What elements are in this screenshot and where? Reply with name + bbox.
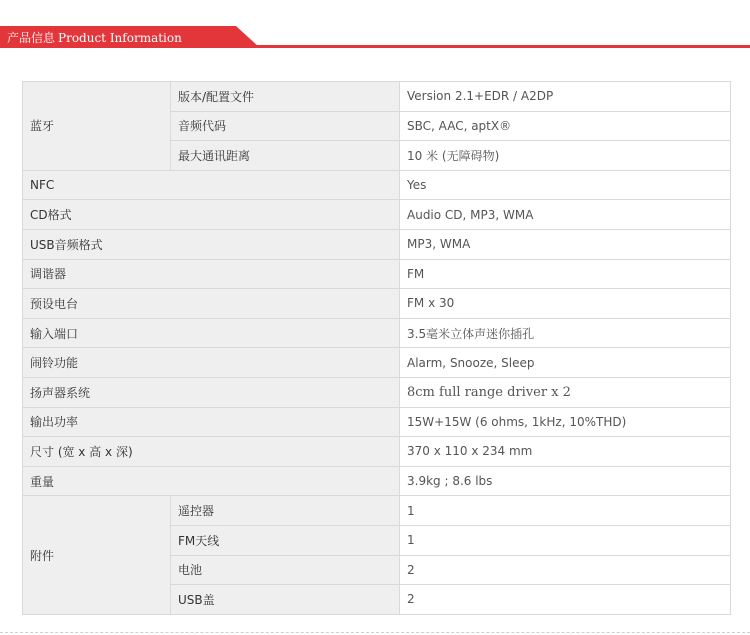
spec-key: 输入端口: [23, 318, 400, 348]
bottom-dashed-divider: [0, 632, 750, 633]
spec-key: 调谐器: [23, 259, 400, 289]
group-label-bluetooth: 蓝牙: [23, 82, 171, 171]
spec-value: 8cm full range driver x 2: [400, 377, 731, 407]
spec-key: 输出功率: [23, 407, 400, 437]
spec-key: 扬声器系统: [23, 377, 400, 407]
spec-value: 370 x 110 x 234 mm: [400, 437, 731, 467]
spec-value: 2: [400, 555, 731, 585]
spec-key: CD格式: [23, 200, 400, 230]
table-row: [23, 170, 731, 200]
table-row: [23, 82, 731, 112]
spec-value: 1: [400, 525, 731, 555]
spec-table: [22, 81, 731, 615]
table-row: [23, 496, 731, 526]
spec-value: Alarm, Snooze, Sleep: [400, 348, 731, 378]
spec-value: Audio CD, MP3, WMA: [400, 200, 731, 230]
spec-value: Version 2.1+EDR / A2DP: [400, 82, 731, 112]
spec-value: FM: [400, 259, 731, 289]
spec-key: 闹铃功能: [23, 348, 400, 378]
spec-key: USB音频格式: [23, 229, 400, 259]
spec-key: 重量: [23, 466, 400, 496]
spec-value: FM x 30: [400, 289, 731, 319]
spec-value: 10 米 (无障碍物): [400, 141, 731, 171]
spec-value: 3.9kg ; 8.6 lbs: [400, 466, 731, 496]
table-row: [23, 229, 731, 259]
spec-key: 音频代码: [171, 111, 400, 141]
table-row: [23, 348, 731, 378]
table-row: [23, 259, 731, 289]
spec-key: 预设电台: [23, 289, 400, 319]
spec-key: 最大通讯距离: [171, 141, 400, 171]
table-row: [23, 466, 731, 496]
spec-value: 1: [400, 496, 731, 526]
spec-key: 电池: [171, 555, 400, 585]
section-title-en: Product Information: [58, 31, 182, 45]
spec-value: 3.5毫米立体声迷你插孔: [400, 318, 731, 348]
spec-value: MP3, WMA: [400, 229, 731, 259]
spec-key: 版本/配置文件: [171, 82, 400, 112]
group-label-accessories: 附件: [23, 496, 171, 614]
spec-value: SBC, AAC, aptX®: [400, 111, 731, 141]
section-title: [7, 29, 182, 47]
table-row: [23, 437, 731, 467]
table-row: [23, 318, 731, 348]
spec-value: Yes: [400, 170, 731, 200]
spec-value: 15W+15W (6 ohms, 1kHz, 10%THD): [400, 407, 731, 437]
spec-key: 尺寸 (宽 x 高 x 深): [23, 437, 400, 467]
section-title-cn: 产品信息: [7, 31, 56, 45]
spec-key: USB盖: [171, 585, 400, 615]
spec-key: 遥控器: [171, 496, 400, 526]
table-row: [23, 200, 731, 230]
table-row: [23, 377, 731, 407]
table-row: [23, 407, 731, 437]
spec-key: FM天线: [171, 525, 400, 555]
spec-value: 2: [400, 585, 731, 615]
spec-key: NFC: [23, 170, 400, 200]
table-row: [23, 289, 731, 319]
